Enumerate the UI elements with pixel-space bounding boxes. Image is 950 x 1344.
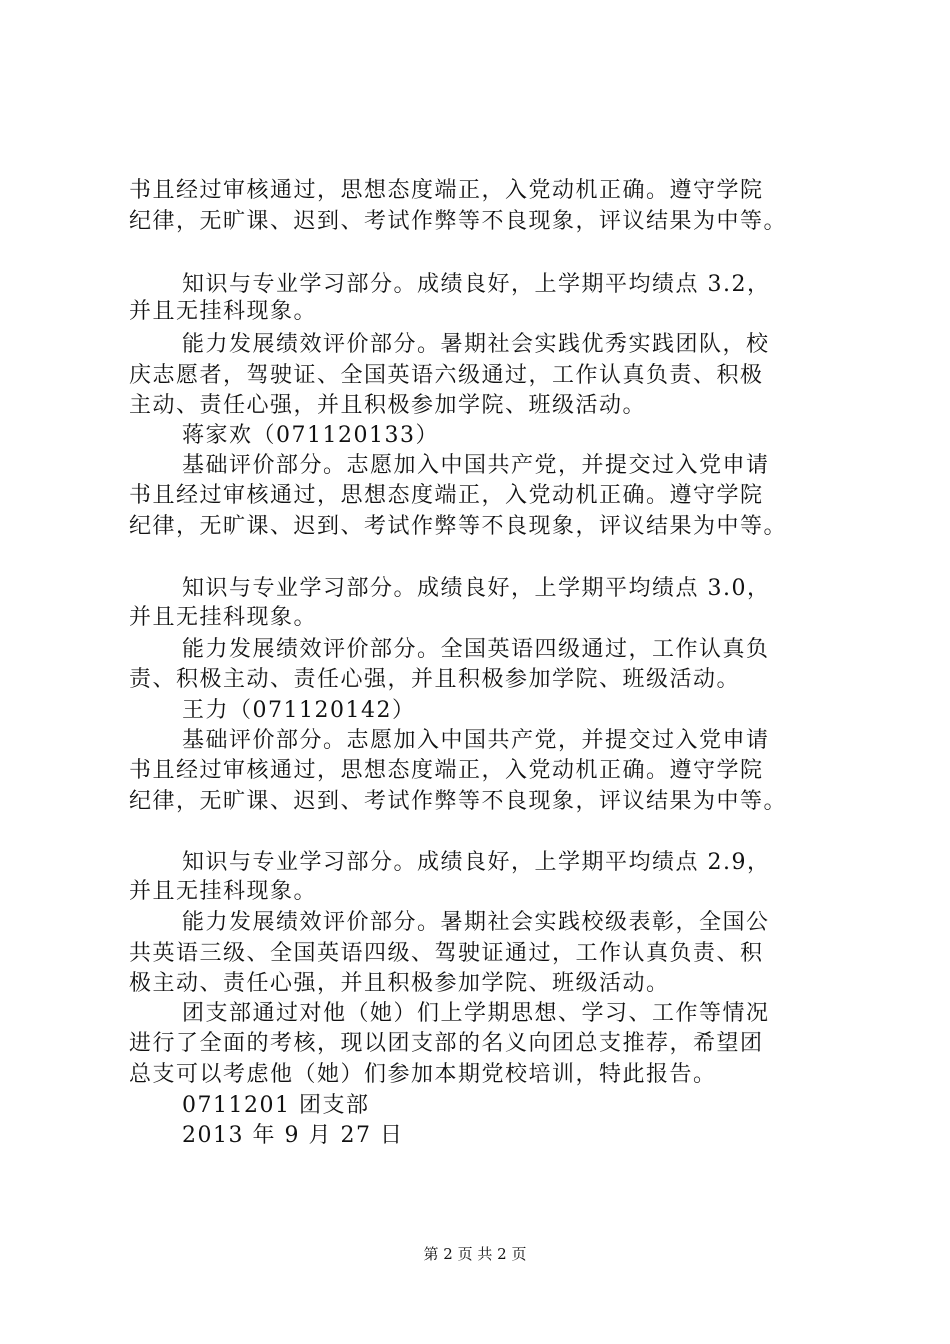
text-line: 基础评价部分。志愿加入中国共产党，并提交过入党申请 — [182, 728, 770, 753]
text-line: 知识与专业学习部分。成绩良好，上学期平均绩点 3.2， — [182, 272, 771, 297]
student-name-heading: 蒋家欢（071120133） — [182, 423, 439, 448]
text-line: 书且经过审核通过，思想态度端正，入党动机正确。遵守学院 — [129, 483, 764, 508]
text-line: 纪律，无旷课、迟到、考试作弊等不良现象，评议结果为中等。 — [129, 514, 788, 539]
text-line: 庆志愿者，驾驶证、全国英语六级通过，工作认真负责、积极 — [129, 363, 764, 388]
text-line: 进行了全面的考核，现以团支部的名义向团总支推荐，希望团 — [129, 1031, 764, 1056]
text-line: 并且无挂科现象。 — [129, 605, 318, 630]
page-footer: 第 2 页 共 2 页 — [423, 1245, 527, 1263]
student-name-heading: 王力（071120142） — [182, 698, 416, 723]
text-line: 能力发展绩效评价部分。全国英语四级通过，工作认真负 — [182, 637, 770, 662]
text-line: 团支部通过对他（她）们上学期思想、学习、工作等情况 — [182, 1001, 770, 1026]
text-line: 纪律，无旷课、迟到、考试作弊等不良现象，评议结果为中等。 — [129, 789, 788, 814]
text-line: 并且无挂科现象。 — [129, 299, 318, 324]
signature-org: 0711201 团支部 — [182, 1093, 370, 1118]
text-line: 总支可以考虑他（她）们参加本期党校培训，特此报告。 — [129, 1062, 717, 1087]
text-line: 书且经过审核通过，思想态度端正，入党动机正确。遵守学院 — [129, 178, 764, 203]
text-line: 责、积极主动、责任心强，并且积极参加学院、班级活动。 — [129, 667, 741, 692]
text-line: 知识与专业学习部分。成绩良好，上学期平均绩点 3.0， — [182, 576, 771, 601]
text-line: 基础评价部分。志愿加入中国共产党，并提交过入党申请 — [182, 453, 770, 478]
signature-date: 2013 年 9 月 27 日 — [182, 1123, 404, 1148]
text-line: 主动、责任心强，并且积极参加学院、班级活动。 — [129, 393, 647, 418]
text-line: 书且经过审核通过，思想态度端正，入党动机正确。遵守学院 — [129, 758, 764, 783]
text-line: 能力发展绩效评价部分。暑期社会实践优秀实践团队，校 — [182, 332, 770, 357]
text-line: 并且无挂科现象。 — [129, 879, 318, 904]
text-line: 纪律，无旷课、迟到、考试作弊等不良现象，评议结果为中等。 — [129, 209, 788, 234]
text-line: 共英语三级、全国英语四级、驾驶证通过，工作认真负责、积 — [129, 941, 764, 966]
text-line: 知识与专业学习部分。成绩良好，上学期平均绩点 2.9， — [182, 850, 771, 875]
text-line: 能力发展绩效评价部分。暑期社会实践校级表彰，全国公 — [182, 910, 770, 935]
text-line: 极主动、责任心强，并且积极参加学院、班级活动。 — [129, 971, 670, 996]
